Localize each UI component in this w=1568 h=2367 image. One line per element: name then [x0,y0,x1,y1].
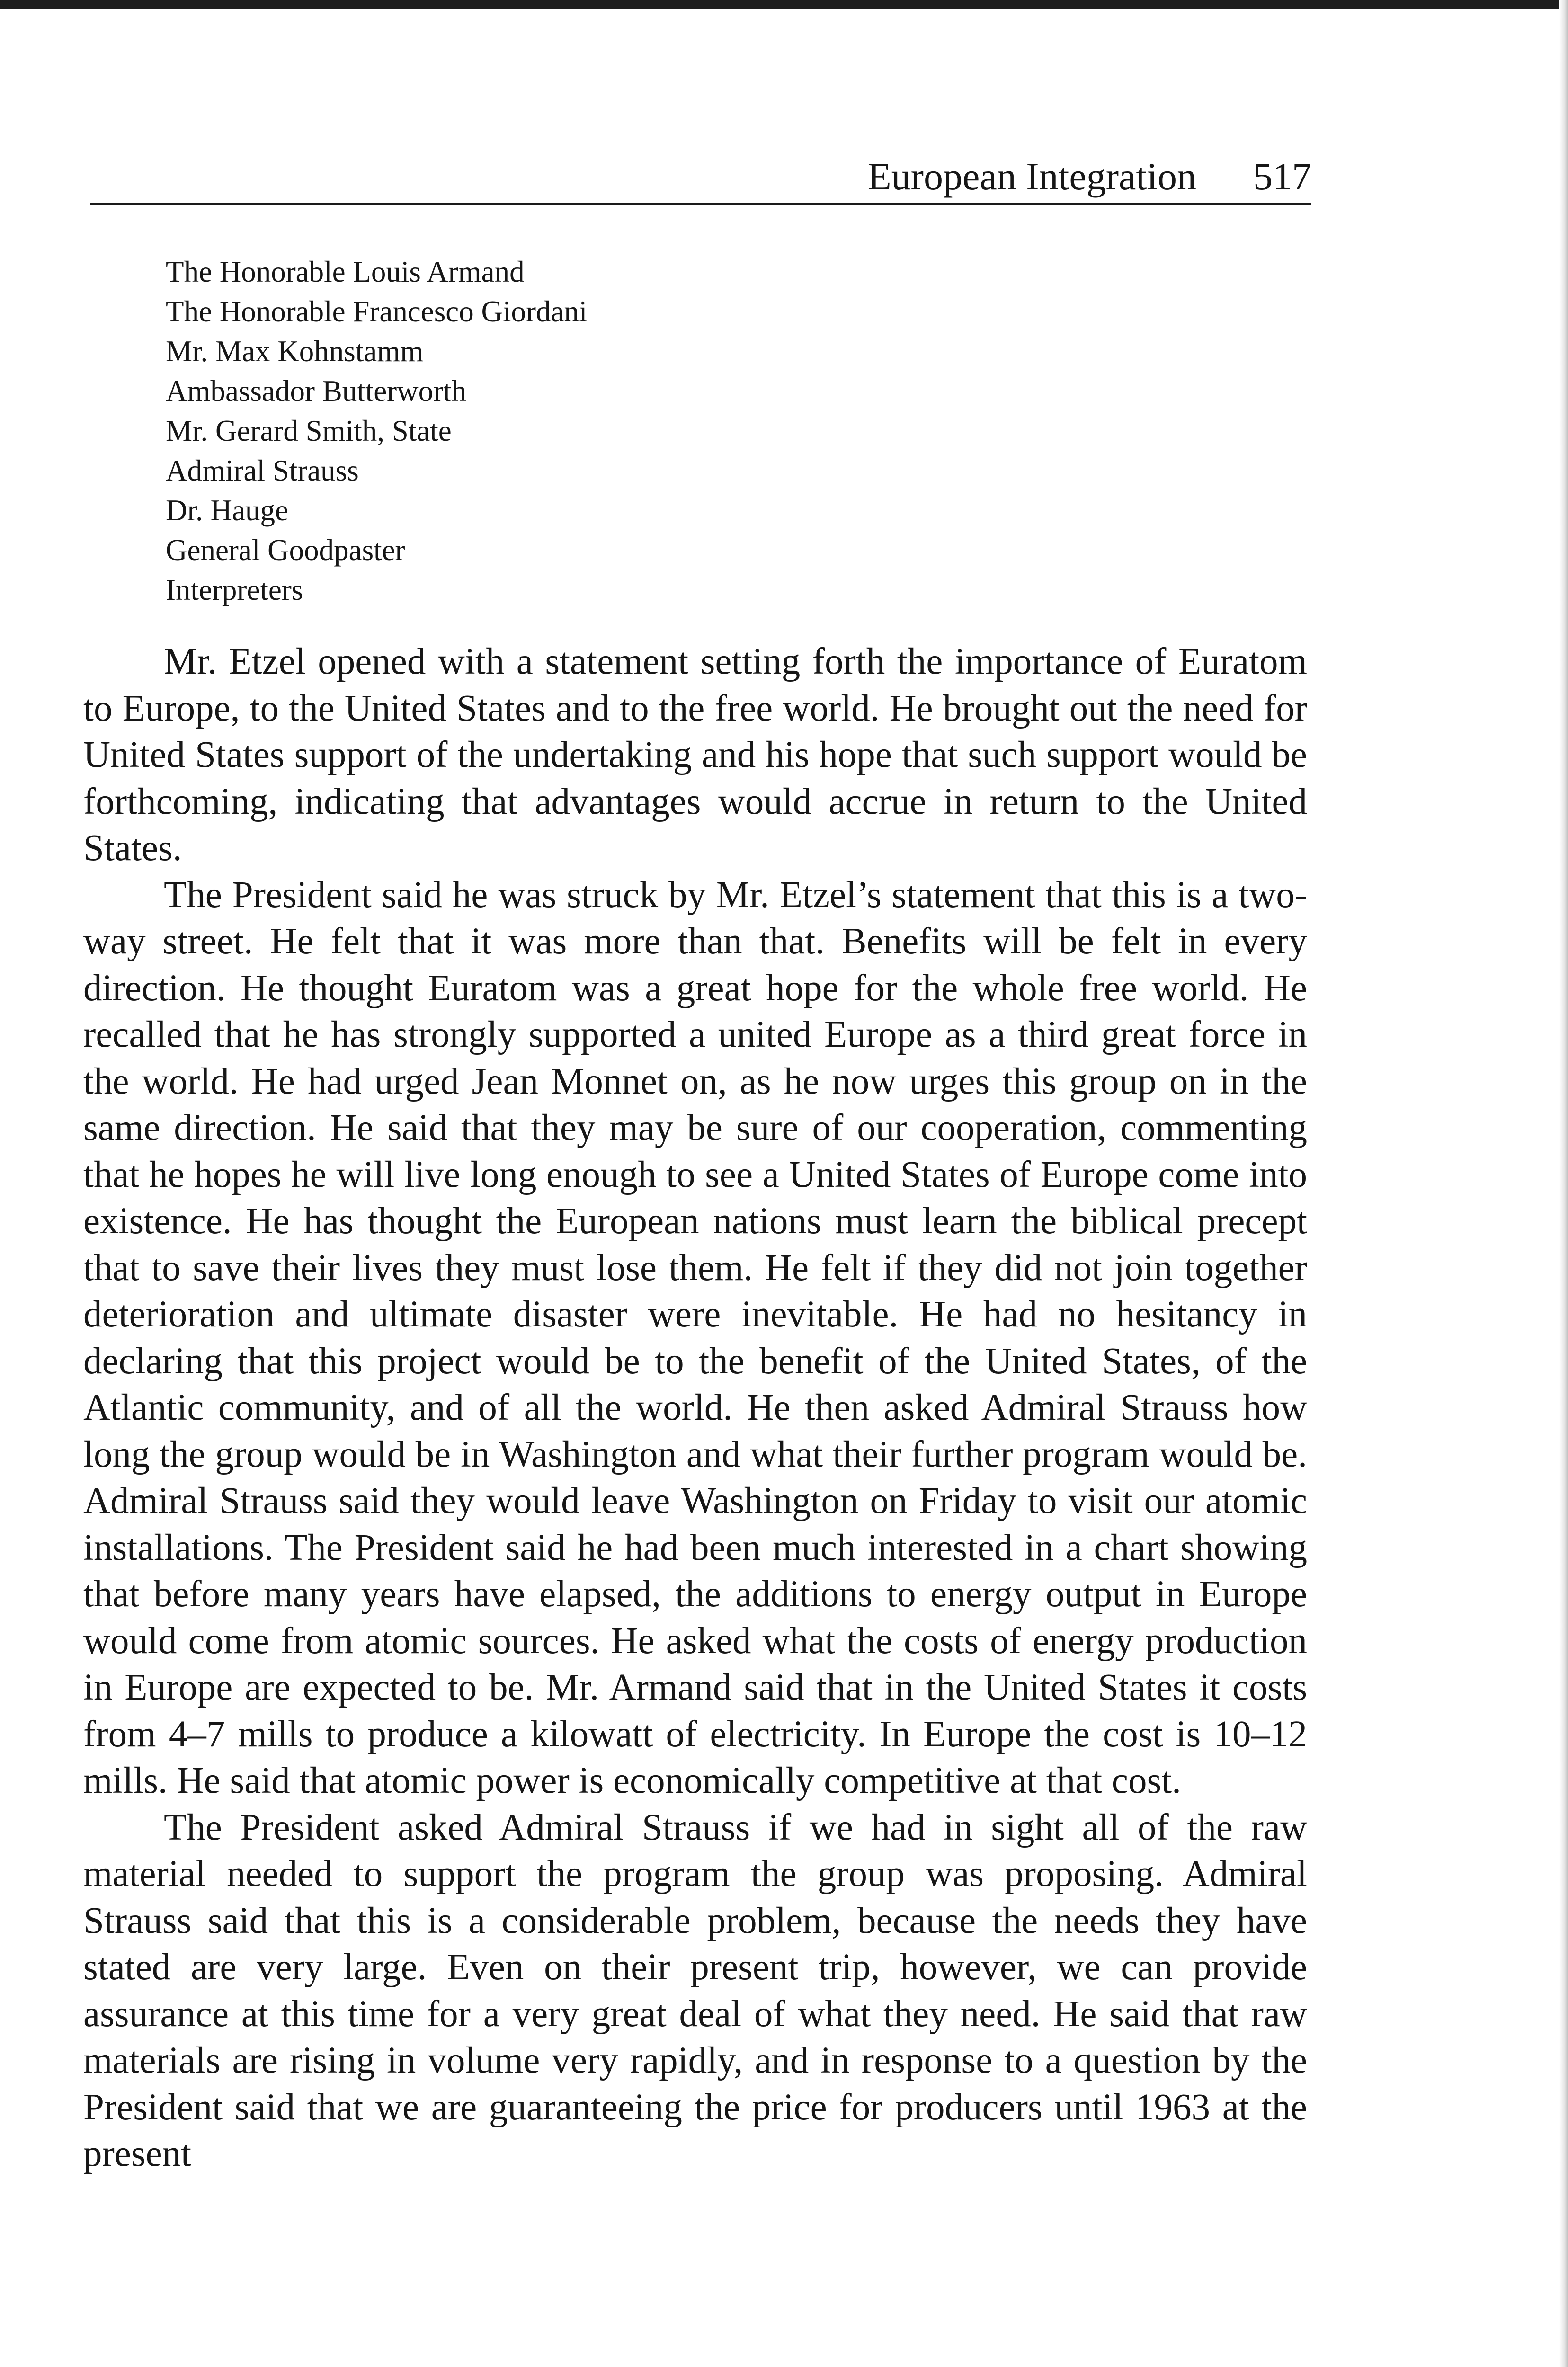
attendee-item: Mr. Gerard Smith, State [166,414,452,447]
scan-top-edge [0,0,1568,9]
scan-right-edge [1559,0,1568,2367]
attendee-item: The Honorable Francesco Giordani [166,295,588,328]
body-text [83,639,1307,2178]
paragraph-raw-materials: The President asked Admiral Strauss if we had in sight all of the raw material needed to support the program the group was proposing. Admiral Strauss said that this is a considerable problem, because the needs they have stated are very large. Even on their present trip, however, we can provide assurance at this time for a very great deal of what they need. He said that raw materials are rising in volume very rapidly, and in response to a question by the President said that we are guaranteeing the price for producers until 1963 at the present [83,1806,1307,2174]
running-head [90,151,1311,205]
attendee-item: Ambassador Butterworth [166,374,467,408]
attendee-item: Admiral Strauss [166,454,359,487]
attendee-item: Mr. Max Kohnstamm [166,335,424,368]
paragraph-etzel-statement: Mr. Etzel opened with a statement setting forth the importance of Euratom to Europe, to the United States and to the free world. He brought out the need for United States support of the undertaking and his hope that such support would be forthcoming, indicating that advantages would accrue in return to the United States. [83,641,1307,869]
page-number: 517 [1253,155,1311,198]
section-title: European Integration [867,155,1196,198]
attendee-item: General Goodpaster [166,534,405,567]
attendee-item: The Honorable Louis Armand [166,255,525,288]
attendee-item: Dr. Hauge [166,494,288,527]
paragraph-president-response: The President said he was struck by Mr. Etzel’s statement that this is a two-way street. He felt that it was more than that. Benefits will be felt in every direction. He thought Euratom was a great hope for the whole free world. He recalled that he has strongly supported a united Europe as a third great force in the world. He had urged Jean Monnet on, as he now urges this group on in the same direction. He said that they may be sure of our cooperation, commenting that he hopes he will live long enough to see a United States of Europe come into existence. He has thought the European nations must learn the biblical precept that to save their lives they must lose them. He felt if they did not join together deterioration and ultimate disaster were inevitable. He had no hesitancy in declaring that this project would be to the benefit of the United States, of the Atlantic community, and of all the world. He then asked Admiral Strauss how long the group would be in Washington and what their further program would be. Admiral Strauss said they would leave Washington on Friday to visit our atomic installations. The President said he had been much interested in a chart showing that before many years have elapsed, the additions to energy output in Europe would come from atomic sources. He asked what the costs of energy production in Europe are expected to be. Mr. Armand said that in the United States it costs from 4–7 mills to produce a kilowatt of electricity. In Europe the cost is 10–12 mills. He said that atomic power is economically competitive at that cost. [83,874,1307,1801]
attendee-list [166,252,587,610]
attendee-item: Interpreters [166,573,303,606]
